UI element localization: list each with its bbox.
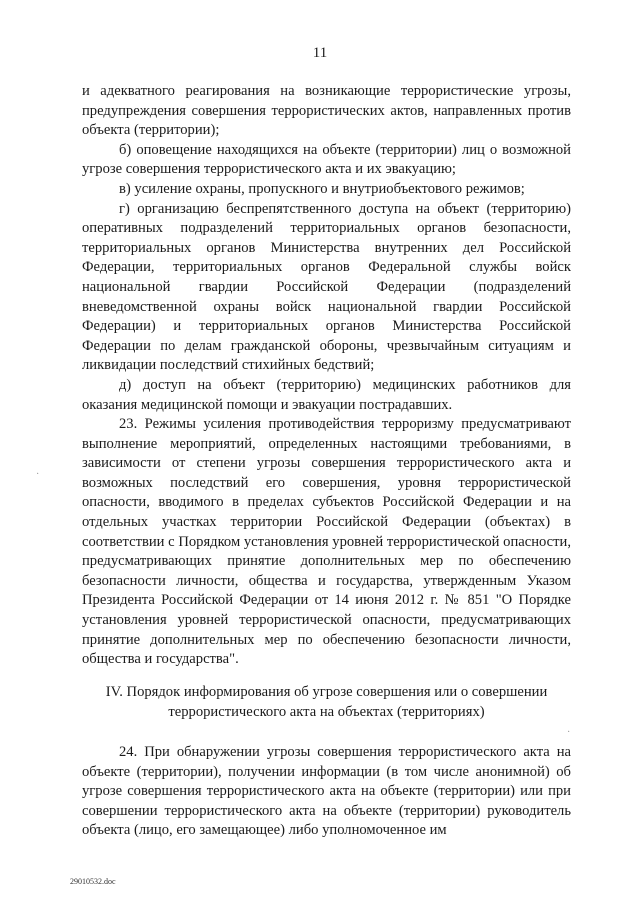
body-text-block-bottom [82, 743, 571, 841]
paragraph-continuation: и адекватного реагирования на возникающие террористические угрозы, предупреждения совершения террористических актов, направленных против объекта (территории); [82, 83, 571, 139]
section-heading-line-1: IV. Порядок информирования об угрозе совершения или о совершении [105, 684, 548, 700]
paragraph-23: 23. Режимы усиления противодействия терроризму предусматривают выполнение мероприятий, определенных настоящими требованиями, в зависимости от степени угрозы совершения террористического акта и возможных последствий его совершения, уровня террористической опасности, вводимого в пределах субъектов Российской Федерации и на отдельных участках территории Российской Федерации (объектах) в соответствии с Порядком установления уровней террористической опасности, предусматривающих принятие дополнительных мер по обеспечению безопасности личности, общества и государства, утвержденным Указом Президента Российской Федерации от 14 июня 2012 г. № 851 "О Порядке установления уровней террористической опасности, предусматривающих принятие дополнительных мер по обеспечению безопасности личности, общества и государства". [82, 416, 571, 668]
section-heading-line-2: террористического акта на объектах (территориях) [168, 703, 485, 720]
paragraph-item-v: в) усиление охраны, пропускного и внутриобъектового режимов; [119, 180, 525, 197]
page-number: 11 [312, 45, 328, 61]
paragraph-item-d: д) доступ на объект (территорию) медицинских работников для оказания медицинской помощи и эвакуации пострадавших. [82, 376, 571, 413]
scan-artifact-mark: · [36, 469, 40, 480]
body-text-block-top [82, 82, 571, 670]
paragraph-item-b: б) оповещение находящихся на объекте (территории) лиц о возможной угрозе совершения террористического акта и их эвакуацию; [82, 141, 571, 178]
footer-file-name: 29010532.doc [70, 877, 116, 886]
scan-artifact-mark: · [567, 727, 571, 738]
paragraph-24: 24. При обнаружении угрозы совершения террористического акта на объекте (территории), получении информации (в том числе анонимной) об угрозе совершения террористического акта на объекте (территории) или при совершении террористического акта на объекте (территории) руководитель объекта (лицо, его замещающее) либо уполномоченное им [82, 744, 571, 839]
section-heading [82, 683, 571, 722]
paragraph-item-g: г) организацию беспрепятственного доступа на объект (территорию) оперативных подразделений территориальных органов безопасности, территориальных органов Министерства внутренних дел Российской Федерации, территориальных органов Федеральной службы войск национальной гвардии Российской Федерации (подразделений вневедомственной охраны войск национальной гвардии Российской Федерации) и территориальных органов Министерства Российской Федерации по делам гражданской обороны, чрезвычайным ситуациям и ликвидации последствий стихийных бедствий; [82, 200, 571, 374]
